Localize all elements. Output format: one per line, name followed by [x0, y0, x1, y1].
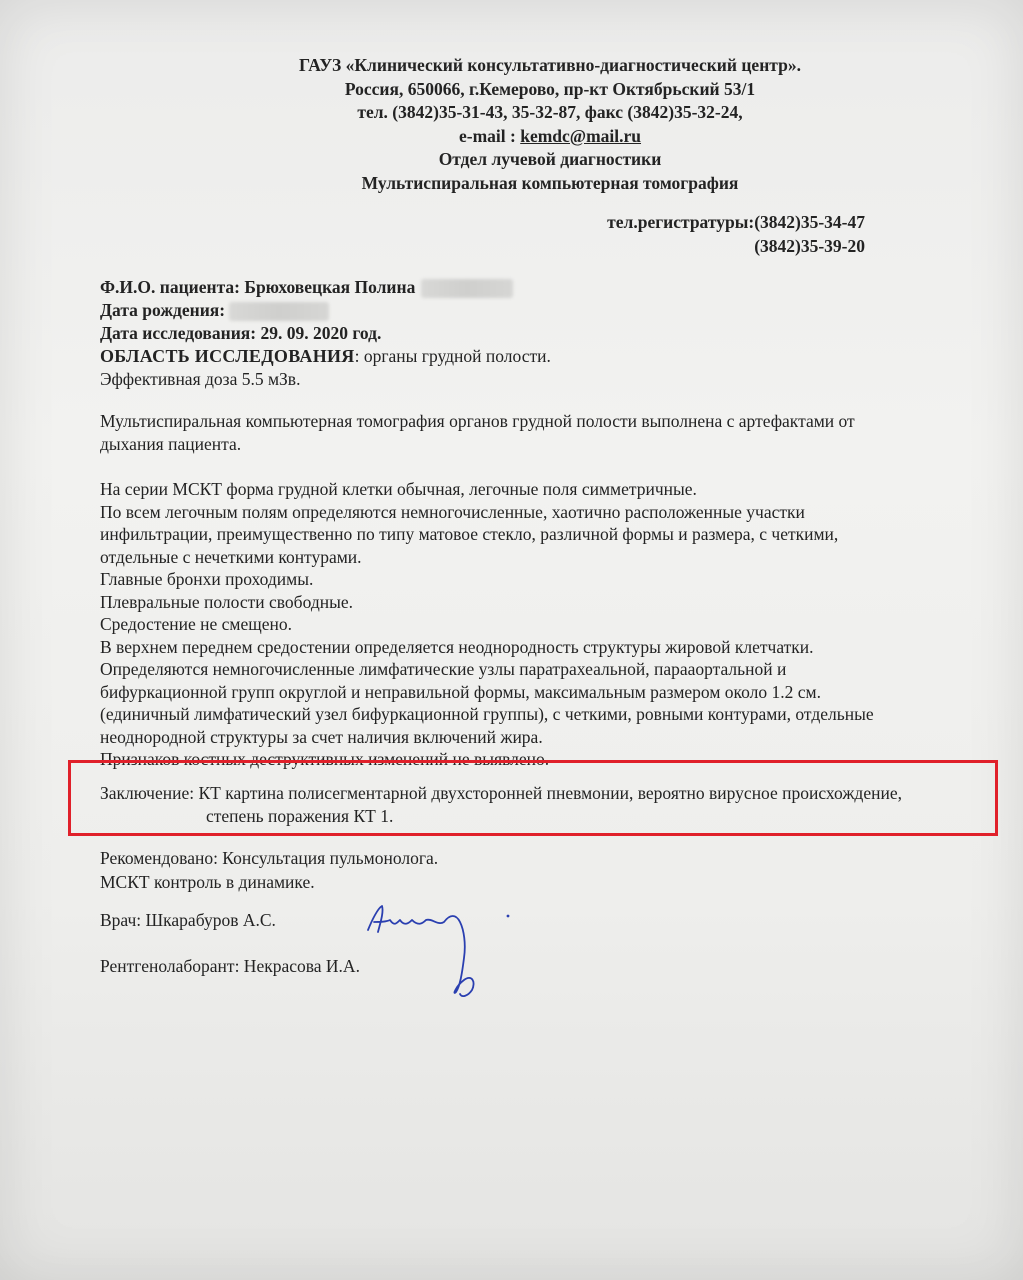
- intro-line-2: дыхания пациента.: [100, 433, 242, 454]
- dob-row: [100, 299, 960, 322]
- exam-date-value: 29. 09. 2020 год.: [260, 323, 382, 343]
- finding-lymph-2: бифуркационной групп округлой и неправильной формы, максимальным размером около 1.2 см.: [100, 681, 822, 702]
- conclusion-line-1: Заключение: КТ картина полисегментарной двухсторонней пневмонии, вероятно вирусное происхождение,: [100, 783, 902, 803]
- finding-infiltration-2: инфильтрации, преимущественно по типу матовое стекло, различной формы и размера, с четкими,: [100, 524, 839, 544]
- org-name: ГАУЗ «Клинический консультативно-диагностический центр».: [299, 55, 801, 75]
- exam-area-value: : органы грудной полости.: [354, 346, 551, 366]
- email-label: e-mail :: [458, 125, 521, 146]
- redacted-dob-blur: [229, 302, 329, 321]
- doctor-signature-icon: [360, 900, 520, 1000]
- finding-pleura: Плевральные полости свободные.: [100, 591, 353, 612]
- finding-bronchi: Главные бронхи проходимы.: [100, 569, 314, 589]
- email-link[interactable]: kemdc@mail.ru: [520, 125, 642, 146]
- finding-bones: Признаков костных деструктивных изменений не выявлено.: [100, 749, 550, 769]
- org-phones: тел. (3842)35-31-43, 35-32-87, факс (3842)35-32-24,: [357, 102, 743, 122]
- patient-info: [100, 276, 960, 391]
- recommendation-line-1: Рекомендовано: Консультация пульмонолога.: [100, 848, 439, 868]
- org-address: Россия, 650066, г.Кемерово, пр-кт Октябрьский 53/1: [344, 78, 756, 99]
- exam-date-label: Дата исследования:: [100, 323, 261, 343]
- finding-infiltration-3: отдельные с нечеткими контурами.: [100, 546, 362, 567]
- patient-name-label: Ф.И.О. пациента:: [100, 277, 245, 297]
- modality-title: Мультиспиральная компьютерная томография: [361, 172, 739, 193]
- exam-area-label: ОБЛАСТЬ ИССЛЕДОВАНИЯ: [100, 346, 355, 366]
- finding-lymph-4: неоднородной структуры за счет наличия включений жира.: [100, 726, 543, 747]
- dob-label: Дата рождения:: [100, 300, 226, 320]
- findings: [100, 410, 980, 771]
- intro-line-1: Мультиспиральная компьютерная томография органов грудной полости выполнена с артефактами от: [100, 411, 855, 431]
- effective-dose: Эффективная доза 5.5 мЗв.: [100, 369, 301, 389]
- conclusion-line-2: степень поражения КТ 1.: [206, 806, 394, 826]
- recommendation: [100, 846, 900, 894]
- registry-phones: [560, 211, 865, 258]
- finding-chest-shape: На серии МСКТ форма грудной клетки обычная, легочные поля симметричные.: [100, 479, 697, 499]
- lab-tech-name: Рентгенолаборант: Некрасова И.А.: [100, 956, 360, 976]
- exam-date-row: [100, 322, 960, 345]
- finding-infiltration-1: По всем легочным полям определяются немногочисленные, хаотично расположенные участки: [100, 501, 805, 522]
- doctor-name: Врач: Шкарабуров А.С.: [100, 910, 276, 930]
- conclusion: [100, 782, 1000, 828]
- finding-lymph-3: (единичный лимфатический узел бифуркационной группы), с четкими, ровными контурами, отдельные: [100, 704, 874, 724]
- exam-area-row: [100, 345, 960, 368]
- recommendation-line-2: МСКТ контроль в динамике.: [100, 872, 315, 892]
- finding-fat-tissue: В верхнем переднем средостении определяется неоднородность структуры жировой клетчатки.: [100, 636, 814, 657]
- registry-phone-1: тел.регистратуры:(3842)35-34-47: [607, 212, 865, 232]
- patient-name-row: [100, 276, 960, 299]
- department-title: Отдел лучевой диагностики: [438, 149, 662, 169]
- registry-phone-2: (3842)35-39-20: [754, 235, 865, 256]
- finding-mediastinum: Средостение не смещено.: [100, 614, 292, 634]
- org-email-line: [150, 125, 950, 149]
- patient-name-value: Брюховецкая Полина: [244, 277, 416, 297]
- document-header: [150, 54, 950, 195]
- redacted-surname-blur: [421, 279, 513, 298]
- finding-lymph-1: Определяются немногочисленные лимфатические узлы паратрахеальной, парааортальной и: [100, 659, 787, 679]
